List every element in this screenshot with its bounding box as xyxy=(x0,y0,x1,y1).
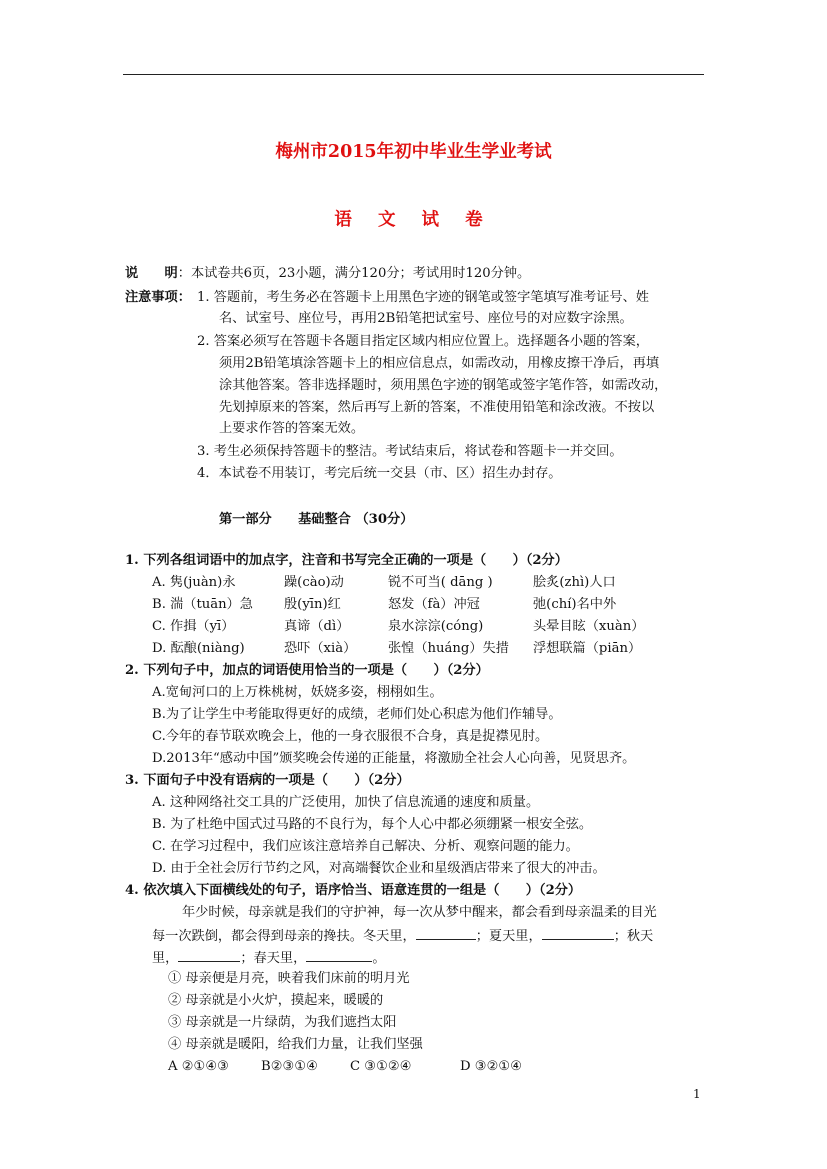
header-rule xyxy=(123,74,704,75)
notice-line: 名、试室号、座位号，再用2B铅笔把试室号、座位号的对应数字涂黑。 xyxy=(219,311,633,326)
exam-title: 梅州市2015年初中毕业生学业考试 xyxy=(275,142,552,162)
q3-option: D. 由于全社会厉行节约之风，对高端餐饮企业和星级酒店带来了很大的冲击。 xyxy=(152,861,606,876)
q1-option-c-1: C. 作揖（yī） xyxy=(152,619,235,634)
q4-choice-a: A ②①④③ xyxy=(168,1059,230,1074)
question-1-stem: 1. 下列各组词语中的加点字，注音和书写完全正确的一项是（ ）（2分） xyxy=(125,553,568,568)
question-2-stem: 2. 下列句子中，加点的词语使用恰当的一项是（ ）（2分） xyxy=(125,663,489,678)
q4-passage-line: 年少时候，母亲就是我们的守护神，每一次从梦中醒来，都会看到母亲温柔的目光 xyxy=(182,905,657,920)
section-heading: 第一部分 基础整合 （30分） xyxy=(219,512,414,527)
notice-line: 2. 答案必须写在答题卡各题目指定区域内相应位置上。选择题各小题的答案， xyxy=(197,334,649,349)
q2-option: B.为了让学生中考能取得更好的成绩，老师们处心积虑为他们作辅导。 xyxy=(152,707,562,722)
q1-option-b-4: 弛(chí)名中外 xyxy=(533,597,617,612)
q2-option: A.宽甸河口的上万株桃树，妖娆多姿，栩栩如生。 xyxy=(152,685,443,700)
q1-option-d-2: 恐吓（xià） xyxy=(284,641,357,656)
q4-passage-line: 里， ；春天里， 。 xyxy=(152,951,386,966)
q1-option-c-4: 头晕目眩（xuàn） xyxy=(533,619,645,634)
question-3-stem: 3. 下面句子中没有语病的一项是（ ）（2分） xyxy=(125,773,410,788)
q4-choice-c: C ③①②④ xyxy=(350,1059,412,1074)
q1-option-b-2: 殷(yīn)红 xyxy=(284,597,341,612)
q1-option-a-4: 脍炙(zhì)人口 xyxy=(533,575,616,590)
q1-option-c-2: 真谛（dì） xyxy=(284,619,350,634)
q1-option-a-3: 锐不可当( dāng ) xyxy=(388,575,493,590)
q4-choice-d: D ③②①④ xyxy=(460,1059,523,1074)
q1-option-b-1: B. 湍（tuān）急 xyxy=(152,597,253,612)
notice-line: 涂其他答案。答非选择题时，须用黑色字迹的钢笔或签字笔作答，如需改动， xyxy=(219,378,668,393)
notice-line: 上要求作答的答案无效。 xyxy=(219,421,365,436)
q1-option-d-4: 浮想联篇（piān） xyxy=(533,641,642,656)
instructions-line: 说 明：本试卷共6页，23小题，满分120分；考试用时120分钟。 xyxy=(125,266,531,281)
q1-option-d-1: D. 酝酿(niàng) xyxy=(152,641,245,656)
answer-blank-winter[interactable] xyxy=(416,927,476,940)
q3-option: A. 这种网络社交工具的广泛使用，加快了信息流通的速度和质量。 xyxy=(152,795,540,810)
q4-item: ① 母亲便是月亮，映着我们床前的明月光 xyxy=(168,971,410,986)
instructions-label: 说 明 xyxy=(125,266,178,281)
answer-blank-spring[interactable] xyxy=(306,949,372,962)
q4-item: ② 母亲就是小火炉，摸起来，暖暖的 xyxy=(168,993,384,1008)
exam-subtitle: 语 文 试 卷 xyxy=(334,210,493,230)
q2-option: C.今年的春节联欢晚会上，他的一身衣服很不合身，真是捉襟见肘。 xyxy=(152,729,549,744)
q4-item: ③ 母亲就是一片绿荫，为我们遮挡太阳 xyxy=(168,1015,397,1030)
answer-blank-summer[interactable] xyxy=(542,927,614,940)
q1-option-b-3: 怒发（fà）冲冠 xyxy=(388,597,480,612)
q4-item: ④ 母亲就是暖阳，给我们力量，让我们坚强 xyxy=(168,1037,423,1052)
q2-option: D.2013年“感动中国”颁奖晚会传递的正能量，将激励全社会人心向善，见贤思齐。 xyxy=(152,751,636,766)
q1-option-c-3: 泉水淙淙(cóng) xyxy=(388,619,484,634)
notice-label: 注意事项： xyxy=(125,290,191,305)
answer-blank-autumn[interactable] xyxy=(178,949,240,962)
page-number: 1 xyxy=(693,1087,701,1101)
notice-line: 4．本试卷不用装订，考完后统一交县（市、区）招生办封存。 xyxy=(197,466,562,481)
notice-line: 1. 答题前，考生务必在答题卡上用黑色字迹的钢笔或签字笔填写准考证号、姓 xyxy=(197,290,649,305)
q1-option-a-2: 躁(cào)动 xyxy=(284,575,344,590)
q4-choice-b: B②③①④ xyxy=(261,1059,318,1074)
question-4-stem: 4. 依次填入下面横线处的句子，语序恰当、语意连贯的一组是（ ）（2分） xyxy=(125,883,582,898)
instructions-text: 本试卷共6页，23小题，满分120分；考试用时120分钟。 xyxy=(190,266,531,281)
q1-option-d-3: 张惶（huáng）失措 xyxy=(388,641,509,656)
q4-passage-line: 每一次跌倒，都会得到母亲的搀扶。冬天里， ；夏天里， ；秋天 xyxy=(152,929,654,944)
q3-option: B. 为了杜绝中国式过马路的不良行为，每个人心中都必须绷紧一根安全弦。 xyxy=(152,817,593,832)
q3-option: C. 在学习过程中，我们应该注意培养自己解决、分析、观察问题的能力。 xyxy=(152,839,579,854)
notice-line: 先划掉原来的答案，然后再写上新的答案，不准使用铅笔和涂改液。不按以 xyxy=(219,400,655,415)
notice-line: 3. 考生必须保持答题卡的整洁。考试结束后，将试卷和答题卡一并交回。 xyxy=(197,444,623,459)
notice-line: 须用2B铅笔填涂答题卡上的相应信息点，如需改动，用橡皮擦干净后，再填 xyxy=(219,356,660,371)
q1-option-a-1: A. 隽(juàn)永 xyxy=(152,575,236,590)
